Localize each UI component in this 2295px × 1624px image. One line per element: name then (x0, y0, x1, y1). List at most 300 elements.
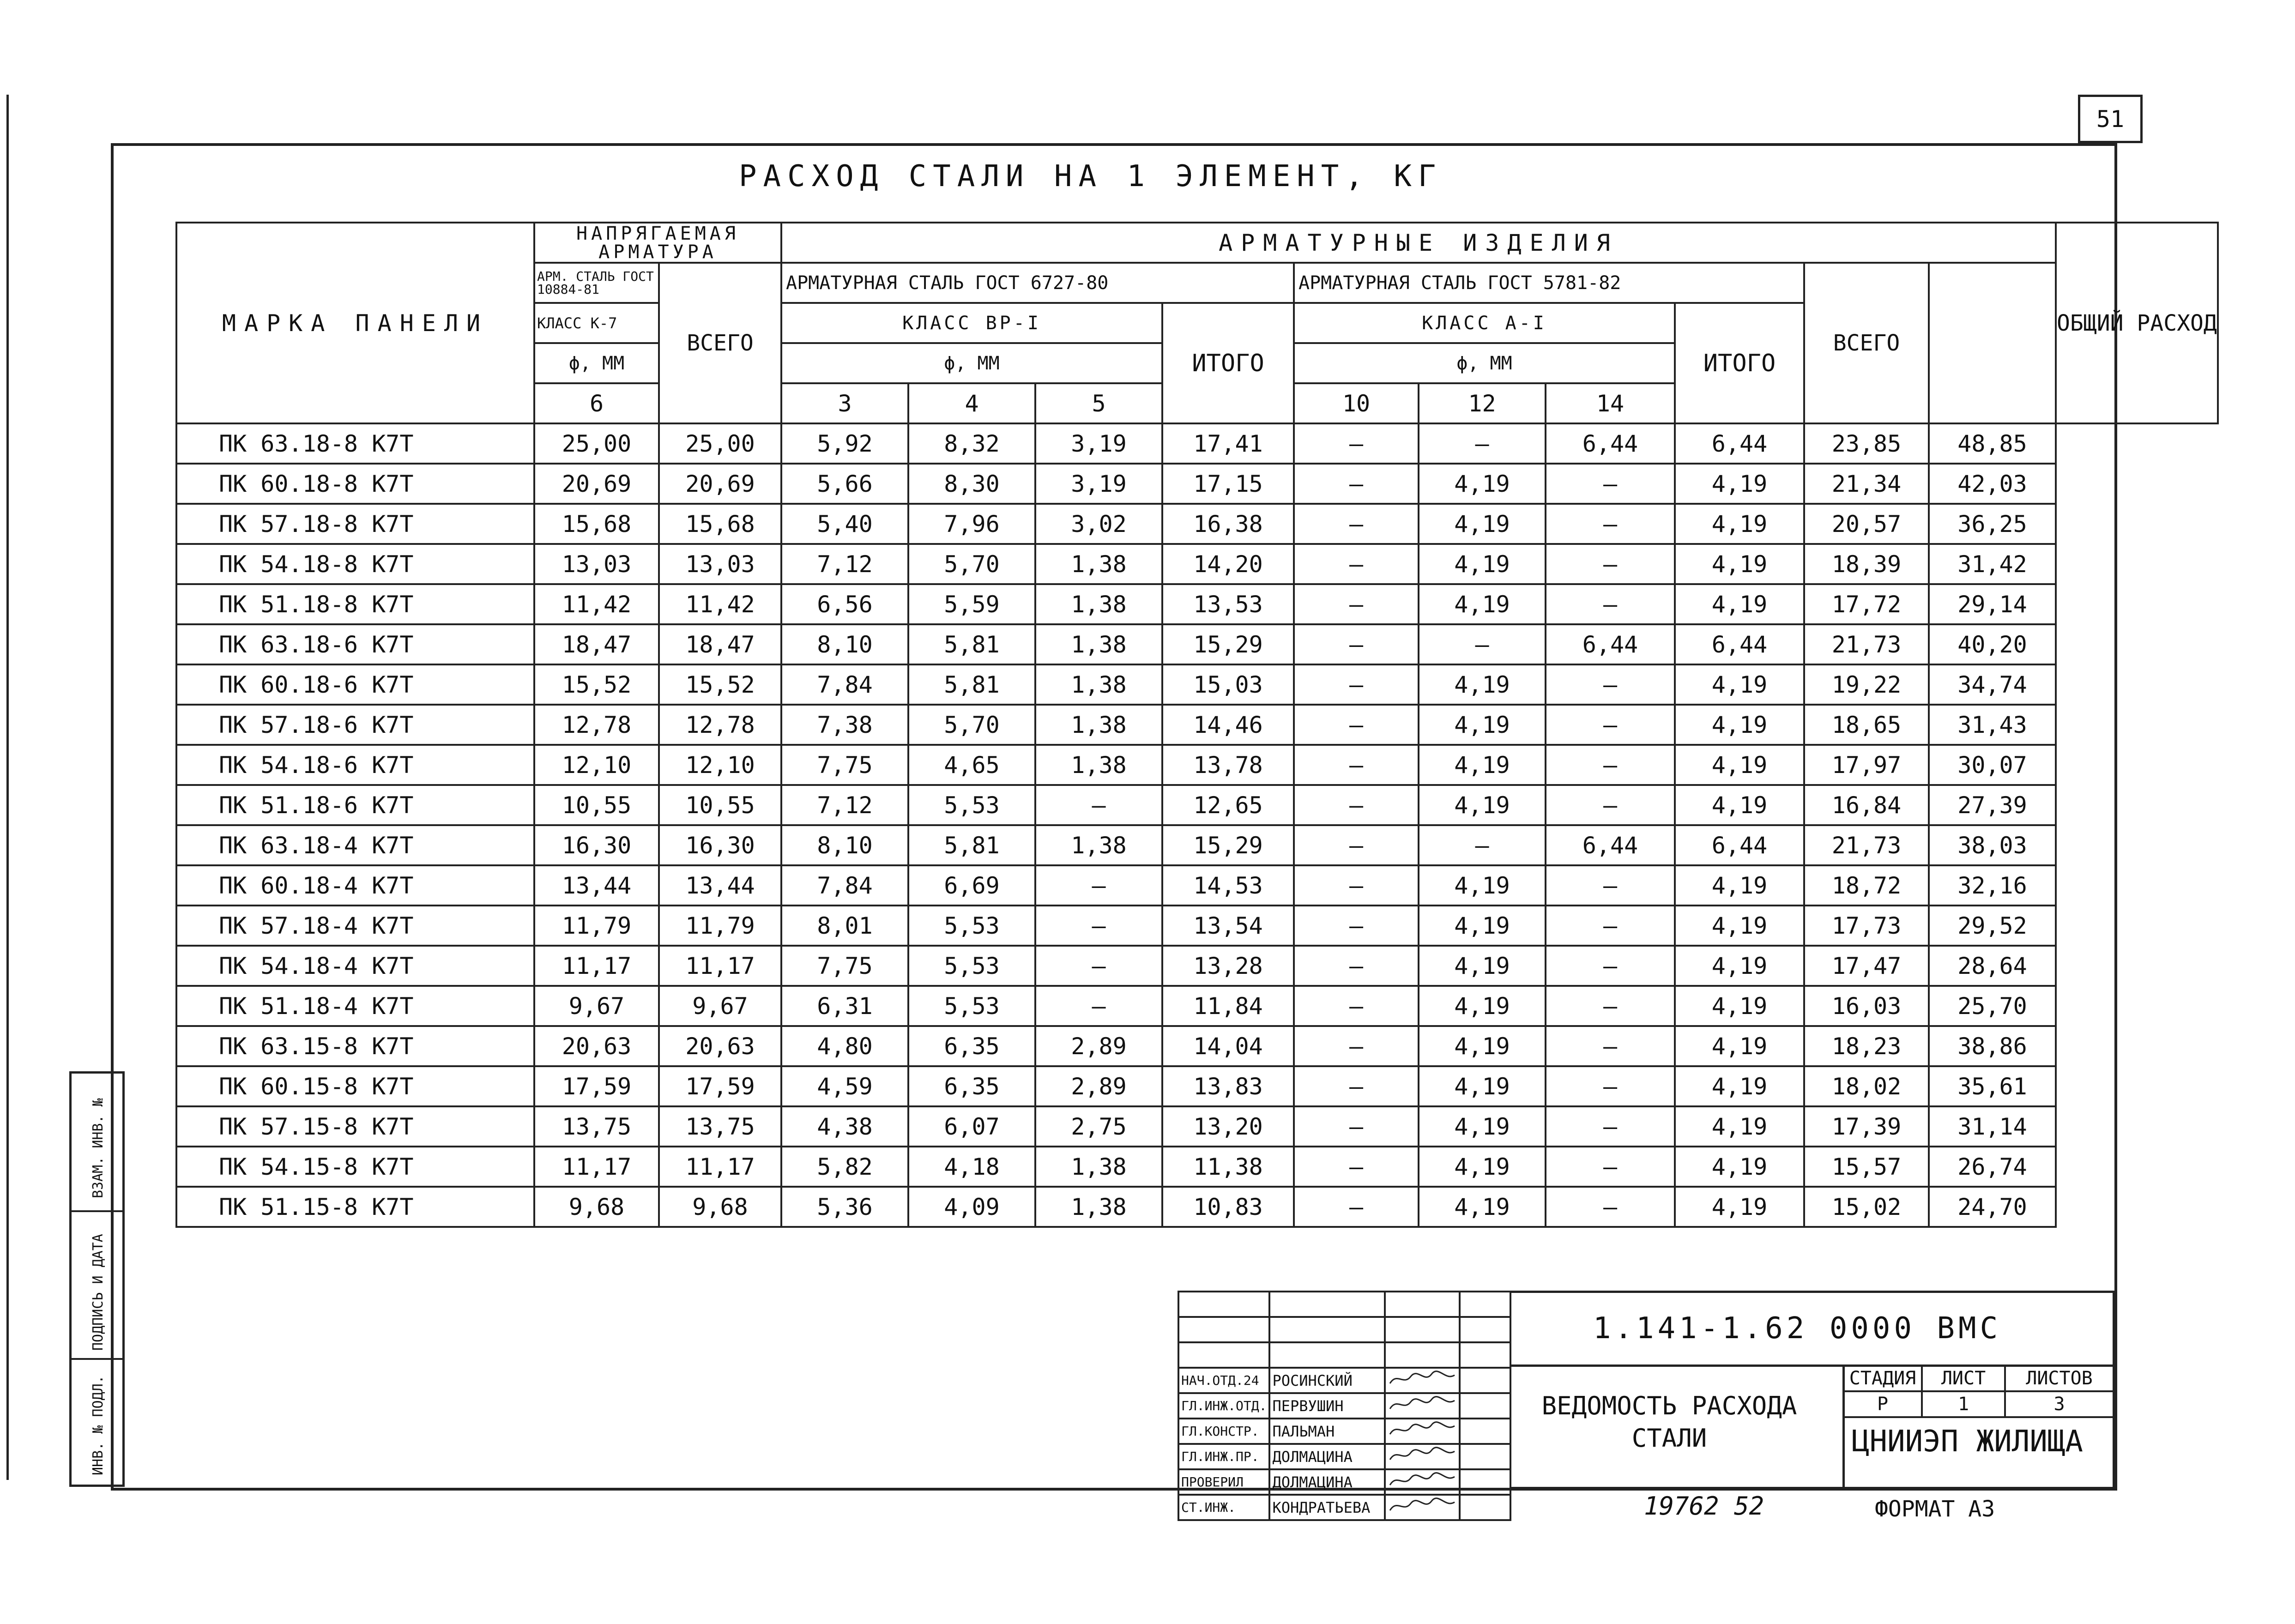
cell-d5: 2,89 (1035, 1066, 1162, 1106)
cell-s1: 14,46 (1162, 705, 1294, 745)
cell-d4: 8,32 (908, 423, 1035, 464)
cell-d14: — (1546, 906, 1675, 946)
signature-mark (1385, 1469, 1460, 1495)
table-row (176, 705, 2218, 745)
cell-d3: 7,12 (781, 544, 908, 584)
header-d4: 4 (908, 383, 1035, 423)
cell-d3: 7,12 (781, 785, 908, 825)
cell-d3: 5,36 (781, 1187, 908, 1227)
cell-d5: — (1035, 785, 1162, 825)
header-steel-group2: АРМАТУРНАЯ СТАЛЬ ГОСТ 5781-82 (1294, 263, 1804, 303)
stage-value: Р (1843, 1391, 1922, 1417)
cell-d12: 4,19 (1419, 705, 1546, 745)
header-prestressed-steel: АРМ. СТАЛЬ ГОСТ 10884-81 (534, 263, 659, 303)
cell-d12: 4,19 (1419, 785, 1546, 825)
cell-d10: — (1294, 423, 1419, 464)
signature-name: ПЕРВУШИН (1269, 1393, 1385, 1419)
cell-d14: — (1546, 745, 1675, 785)
signature-name: ДОЛМАЦИНА (1269, 1469, 1385, 1495)
cell-c6: 20,63 (534, 1026, 659, 1066)
cell-d12: 4,19 (1419, 504, 1546, 544)
cell-overall: 29,52 (1929, 906, 2056, 946)
cell-d10: — (1294, 986, 1419, 1026)
cell-d12: 4,19 (1419, 906, 1546, 946)
cell-overall: 31,14 (1929, 1106, 2056, 1147)
cell-t1: 11,42 (659, 584, 781, 624)
cell-overall: 35,61 (1929, 1066, 2056, 1106)
cell-overall: 30,07 (1929, 745, 2056, 785)
cell-s2: 4,19 (1675, 906, 1804, 946)
sheet-number-text: 51 (2096, 105, 2125, 133)
sheet-number (2078, 95, 2143, 143)
cell-d3: 6,56 (781, 584, 908, 624)
cell-t1: 17,59 (659, 1066, 781, 1106)
cell-d14: — (1546, 705, 1675, 745)
cell-d12: 4,19 (1419, 1026, 1546, 1066)
cell-d10: — (1294, 785, 1419, 825)
cell-t1: 13,03 (659, 544, 781, 584)
cell-overall: 38,03 (1929, 825, 2056, 865)
cell-c6: 12,78 (534, 705, 659, 745)
cell-total: 15,02 (1804, 1187, 1929, 1227)
cell-total: 17,97 (1804, 745, 1929, 785)
row-mark: ПК 54.18-6 К7Т (176, 745, 534, 785)
signature-row (1178, 1393, 1510, 1419)
cell-c6: 15,68 (534, 504, 659, 544)
cell-d3: 5,66 (781, 464, 908, 504)
cell-s1: 14,20 (1162, 544, 1294, 584)
cell-d3: 6,31 (781, 986, 908, 1026)
cell-c6: 11,79 (534, 906, 659, 946)
cell-d4: 6,69 (908, 865, 1035, 906)
cell-s1: 10,83 (1162, 1187, 1294, 1227)
sheets-label: ЛИСТОВ (2005, 1365, 2114, 1391)
cell-s2: 4,19 (1675, 705, 1804, 745)
cell-d14: — (1546, 1147, 1675, 1187)
cell-t1: 20,63 (659, 1026, 781, 1066)
cell-t1: 16,30 (659, 825, 781, 865)
cell-s1: 13,78 (1162, 745, 1294, 785)
cell-d14: — (1546, 1026, 1675, 1066)
cell-overall: 25,70 (1929, 986, 2056, 1026)
cell-d12: 4,19 (1419, 464, 1546, 504)
signature-row (1178, 1419, 1510, 1444)
cell-d5: 1,38 (1035, 544, 1162, 584)
side-cell-replace (72, 1074, 122, 1212)
signature-row (1178, 1368, 1510, 1393)
cell-s1: 15,29 (1162, 825, 1294, 865)
header-products: АРМАТУРНЫЕ ИЗДЕЛИЯ (781, 223, 2056, 263)
cell-t1: 15,52 (659, 664, 781, 705)
stage-table (1842, 1364, 2114, 1418)
table-row (176, 584, 2218, 624)
header-prestressed-total: ВСЕГО (659, 263, 781, 423)
cell-s1: 17,41 (1162, 423, 1294, 464)
cell-t1: 10,55 (659, 785, 781, 825)
table-row (176, 1106, 2218, 1147)
cell-d4: 4,18 (908, 1147, 1035, 1187)
cell-s2: 4,19 (1675, 544, 1804, 584)
header-d10: 10 (1294, 383, 1419, 423)
cell-c6: 11,17 (534, 946, 659, 986)
cell-t1: 25,00 (659, 423, 781, 464)
signature-role: СТ.ИНЖ. (1178, 1495, 1269, 1520)
cell-s2: 4,19 (1675, 946, 1804, 986)
cell-overall: 32,16 (1929, 865, 2056, 906)
sheet-value: 1 (1922, 1391, 2005, 1417)
cell-d4: 5,53 (908, 986, 1035, 1026)
cell-d4: 5,53 (908, 906, 1035, 946)
cell-overall: 34,74 (1929, 664, 2056, 705)
cell-d10: — (1294, 865, 1419, 906)
cell-d3: 4,38 (781, 1106, 908, 1147)
cell-t1: 18,47 (659, 624, 781, 664)
signature-date (1460, 1469, 1510, 1495)
cell-d14: — (1546, 785, 1675, 825)
document-name-line1: ВЕДОМОСТЬ РАСХОДА (1541, 1391, 1797, 1420)
cell-d14: — (1546, 986, 1675, 1026)
cell-d14: — (1546, 1187, 1675, 1227)
row-mark: ПК 60.18-8 К7Т (176, 464, 534, 504)
table-row (176, 423, 2218, 464)
cell-total: 23,85 (1804, 423, 1929, 464)
cell-overall: 26,74 (1929, 1147, 2056, 1187)
cell-c6: 18,47 (534, 624, 659, 664)
cell-overall: 27,39 (1929, 785, 2056, 825)
cell-total: 18,65 (1804, 705, 1929, 745)
cell-c6: 16,30 (534, 825, 659, 865)
cell-d4: 8,30 (908, 464, 1035, 504)
cell-s1: 16,38 (1162, 504, 1294, 544)
row-mark: ПК 51.18-8 К7Т (176, 584, 534, 624)
signature-role: ГЛ.ИНЖ.ПР. (1178, 1444, 1269, 1469)
cell-d12: 4,19 (1419, 1187, 1546, 1227)
row-mark: ПК 63.18-6 К7Т (176, 624, 534, 664)
signature-row (1178, 1469, 1510, 1495)
cell-total: 17,39 (1804, 1106, 1929, 1147)
cell-d3: 8,10 (781, 825, 908, 865)
cell-s2: 4,19 (1675, 664, 1804, 705)
cell-total: 18,72 (1804, 865, 1929, 906)
header-class-group2: КЛАСС А-I (1294, 303, 1675, 343)
cell-t1: 11,17 (659, 946, 781, 986)
signature-date (1460, 1419, 1510, 1444)
cell-d14: — (1546, 865, 1675, 906)
cell-total: 21,73 (1804, 624, 1929, 664)
table-row (176, 504, 2218, 544)
signature-role: НАЧ.ОТД.24 (1178, 1368, 1269, 1393)
table-row (176, 544, 2218, 584)
cell-d4: 4,09 (908, 1187, 1035, 1227)
cell-d4: 4,65 (908, 745, 1035, 785)
row-mark: ПК 51.18-4 К7Т (176, 986, 534, 1026)
header-d6: 6 (534, 383, 659, 423)
row-mark: ПК 54.15-8 К7Т (176, 1147, 534, 1187)
cell-s1: 11,84 (1162, 986, 1294, 1026)
table-body (176, 423, 2218, 1227)
table-row (176, 865, 2218, 906)
side-strip (69, 1071, 125, 1487)
cell-s1: 15,03 (1162, 664, 1294, 705)
row-mark: ПК 63.18-8 К7Т (176, 423, 534, 464)
cell-d5: 1,38 (1035, 745, 1162, 785)
cell-d10: — (1294, 1187, 1419, 1227)
header-overall: ОБЩИЙ РАСХОД (2056, 223, 2218, 423)
cell-overall: 40,20 (1929, 624, 2056, 664)
cell-d14: 6,44 (1546, 423, 1675, 464)
header-d5: 5 (1035, 383, 1162, 423)
cell-d14: — (1546, 464, 1675, 504)
row-mark: ПК 54.18-4 К7Т (176, 946, 534, 986)
cell-s1: 15,29 (1162, 624, 1294, 664)
cell-s2: 6,44 (1675, 825, 1804, 865)
cell-t1: 9,67 (659, 986, 781, 1026)
signature-row (1178, 1444, 1510, 1469)
signature-block (1178, 1291, 1511, 1521)
cell-t1: 15,68 (659, 504, 781, 544)
cell-d4: 5,81 (908, 664, 1035, 705)
cell-c6: 13,75 (534, 1106, 659, 1147)
cell-d5: 1,38 (1035, 1187, 1162, 1227)
cell-d4: 5,53 (908, 785, 1035, 825)
cell-total: 19,22 (1804, 664, 1929, 705)
cell-s2: 4,19 (1675, 745, 1804, 785)
cell-d14: — (1546, 664, 1675, 705)
cell-overall: 36,25 (1929, 504, 2056, 544)
cell-d12: 4,19 (1419, 986, 1546, 1026)
cell-s1: 13,53 (1162, 584, 1294, 624)
cell-d12: 4,19 (1419, 865, 1546, 906)
table-row (176, 745, 2218, 785)
signature-date (1460, 1368, 1510, 1393)
header-diameter-group2: ϕ, ММ (1294, 343, 1675, 383)
cell-d10: — (1294, 464, 1419, 504)
cell-d5: 1,38 (1035, 1147, 1162, 1187)
header-mark: МАРКА ПАНЕЛИ (176, 223, 534, 423)
header-steel-group1: АРМАТУРНАЯ СТАЛЬ ГОСТ 6727-80 (781, 263, 1294, 303)
cell-d5: — (1035, 865, 1162, 906)
table-row (176, 1026, 2218, 1066)
cell-d12: 4,19 (1419, 1066, 1546, 1106)
cell-s2: 4,19 (1675, 1147, 1804, 1187)
cell-s1: 12,65 (1162, 785, 1294, 825)
cell-c6: 9,67 (534, 986, 659, 1026)
cell-d10: — (1294, 1147, 1419, 1187)
row-mark: ПК 57.18-8 К7Т (176, 504, 534, 544)
cell-total: 17,72 (1804, 584, 1929, 624)
sheet-label: ЛИСТ (1922, 1365, 2005, 1391)
header-d12: 12 (1419, 383, 1546, 423)
cell-d3: 5,40 (781, 504, 908, 544)
cell-d10: — (1294, 584, 1419, 624)
cell-d4: 5,53 (908, 946, 1035, 986)
document-name (1519, 1390, 1819, 1455)
cell-overall: 28,64 (1929, 946, 2056, 986)
header-d14: 14 (1546, 383, 1675, 423)
cell-t1: 11,17 (659, 1147, 781, 1187)
cell-d5: 3,02 (1035, 504, 1162, 544)
cell-s1: 13,83 (1162, 1066, 1294, 1106)
cell-c6: 13,03 (534, 544, 659, 584)
cell-d14: — (1546, 1066, 1675, 1106)
cell-d12: 4,19 (1419, 584, 1546, 624)
cell-d5: 1,38 (1035, 825, 1162, 865)
cell-c6: 17,59 (534, 1066, 659, 1106)
signature-name: РОСИНСКИЙ (1269, 1368, 1385, 1393)
cell-d4: 5,70 (908, 705, 1035, 745)
cell-s1: 11,38 (1162, 1147, 1294, 1187)
cell-d4: 5,81 (908, 825, 1035, 865)
cell-d10: — (1294, 1066, 1419, 1106)
table-row (176, 664, 2218, 705)
cell-d5: — (1035, 946, 1162, 986)
cell-d3: 7,38 (781, 705, 908, 745)
cell-d3: 8,10 (781, 624, 908, 664)
stage-label: СТАДИЯ (1843, 1365, 1922, 1391)
signature-mark (1385, 1444, 1460, 1469)
cell-d10: — (1294, 906, 1419, 946)
cell-d10: — (1294, 624, 1419, 664)
cell-total: 15,57 (1804, 1147, 1929, 1187)
cell-d10: — (1294, 946, 1419, 986)
signature-date (1460, 1393, 1510, 1419)
header-sum: ВСЕГО (1804, 263, 1929, 423)
cell-c6: 11,42 (534, 584, 659, 624)
cell-s1: 13,28 (1162, 946, 1294, 986)
cell-d5: 2,75 (1035, 1106, 1162, 1147)
cell-d10: — (1294, 705, 1419, 745)
table-row (176, 1187, 2218, 1227)
signature-mark (1385, 1368, 1460, 1393)
cell-d10: — (1294, 504, 1419, 544)
cell-d12: 4,19 (1419, 946, 1546, 986)
cell-s2: 4,19 (1675, 1106, 1804, 1147)
cell-d10: — (1294, 745, 1419, 785)
row-mark: ПК 51.18-6 К7Т (176, 785, 534, 825)
cell-s2: 4,19 (1675, 986, 1804, 1026)
cell-total: 18,02 (1804, 1066, 1929, 1106)
cell-d14: — (1546, 504, 1675, 544)
cell-overall: 38,86 (1929, 1026, 2056, 1066)
row-mark: ПК 60.15-8 К7Т (176, 1066, 534, 1106)
signature-mark (1385, 1419, 1460, 1444)
cell-d4: 6,35 (908, 1026, 1035, 1066)
header-prestressed-class: КЛАСС К-7 (534, 303, 659, 343)
steel-consumption-table (175, 222, 2219, 1228)
cell-d3: 7,75 (781, 946, 908, 986)
cell-total: 18,23 (1804, 1026, 1929, 1066)
cell-t1: 12,78 (659, 705, 781, 745)
cell-s2: 4,19 (1675, 785, 1804, 825)
signature-mark (1385, 1393, 1460, 1419)
signature-row (1178, 1495, 1510, 1520)
cell-s1: 13,20 (1162, 1106, 1294, 1147)
header-diameter-group1: ϕ, ММ (781, 343, 1162, 383)
signature-date (1460, 1444, 1510, 1469)
cell-s2: 4,19 (1675, 1066, 1804, 1106)
header-prestressed: НАПРЯГАЕМАЯ АРМАТУРА (534, 223, 781, 263)
cell-d12: 4,19 (1419, 664, 1546, 705)
cell-c6: 9,68 (534, 1187, 659, 1227)
table-title: РАСХОД СТАЛИ НА 1 ЭЛЕМЕНТ, КГ (739, 159, 1443, 193)
table-row (176, 825, 2218, 865)
signature-role: ГЛ.ИНЖ.ОТД. (1178, 1393, 1269, 1419)
signature-name: ПАЛЬМАН (1269, 1419, 1385, 1444)
cell-t1: 13,75 (659, 1106, 781, 1147)
row-mark: ПК 54.18-8 К7Т (176, 544, 534, 584)
cell-t1: 13,44 (659, 865, 781, 906)
sheets-value: 3 (2005, 1391, 2114, 1417)
header-d3: 3 (781, 383, 908, 423)
table-row (176, 464, 2218, 504)
side-inv-original: ИНВ. № ПОДЛ. (90, 1375, 106, 1475)
cell-s2: 4,19 (1675, 1187, 1804, 1227)
cell-d12: — (1419, 423, 1546, 464)
header-diameter-prestressed: ϕ, ММ (534, 343, 659, 383)
cell-d12: — (1419, 825, 1546, 865)
cell-c6: 20,69 (534, 464, 659, 504)
inventory-number: 19762 52 (1644, 1491, 1764, 1521)
cell-s2: 4,19 (1675, 584, 1804, 624)
side-replace-inv: ВЗАМ. ИНВ. № (90, 1098, 106, 1198)
cell-total: 21,34 (1804, 464, 1929, 504)
row-mark: ПК 60.18-6 К7Т (176, 664, 534, 705)
table-row (176, 1066, 2218, 1106)
table-row (176, 946, 2218, 986)
cell-c6: 12,10 (534, 745, 659, 785)
signature-role: ГЛ.КОНСТР. (1178, 1419, 1269, 1444)
cell-d5: 1,38 (1035, 705, 1162, 745)
cell-d14: — (1546, 946, 1675, 986)
cell-d10: — (1294, 544, 1419, 584)
cell-d10: — (1294, 1106, 1419, 1147)
row-mark: ПК 57.18-6 К7Т (176, 705, 534, 745)
signature-mark (1385, 1495, 1460, 1520)
cell-d3: 8,01 (781, 906, 908, 946)
cell-d4: 6,35 (908, 1066, 1035, 1106)
document-code: 1.141-1.62 0000 ВМС (1593, 1311, 2002, 1346)
cell-s2: 4,19 (1675, 504, 1804, 544)
cell-d5: 2,89 (1035, 1026, 1162, 1066)
cell-d4: 6,07 (908, 1106, 1035, 1147)
cell-d3: 4,80 (781, 1026, 908, 1066)
cell-total: 20,57 (1804, 504, 1929, 544)
side-signature-date: ПОДПИСЬ И ДАТА (90, 1234, 106, 1351)
cell-t1: 9,68 (659, 1187, 781, 1227)
cell-c6: 13,44 (534, 865, 659, 906)
cell-total: 16,84 (1804, 785, 1929, 825)
cell-t1: 12,10 (659, 745, 781, 785)
cell-d12: 4,19 (1419, 745, 1546, 785)
cell-s2: 4,19 (1675, 464, 1804, 504)
cell-total: 21,73 (1804, 825, 1929, 865)
cell-total: 16,03 (1804, 986, 1929, 1026)
cell-d12: — (1419, 624, 1546, 664)
cell-overall: 31,43 (1929, 705, 2056, 745)
cell-total: 18,39 (1804, 544, 1929, 584)
cell-t1: 11,79 (659, 906, 781, 946)
cell-d14: — (1546, 544, 1675, 584)
cell-c6: 10,55 (534, 785, 659, 825)
cell-d12: 4,19 (1419, 1147, 1546, 1187)
cell-d5: 3,19 (1035, 464, 1162, 504)
cell-s1: 14,04 (1162, 1026, 1294, 1066)
cell-s2: 4,19 (1675, 865, 1804, 906)
cell-d3: 7,84 (781, 664, 908, 705)
cell-d10: — (1294, 1026, 1419, 1066)
side-cell-signature (72, 1212, 122, 1360)
table-row (176, 785, 2218, 825)
